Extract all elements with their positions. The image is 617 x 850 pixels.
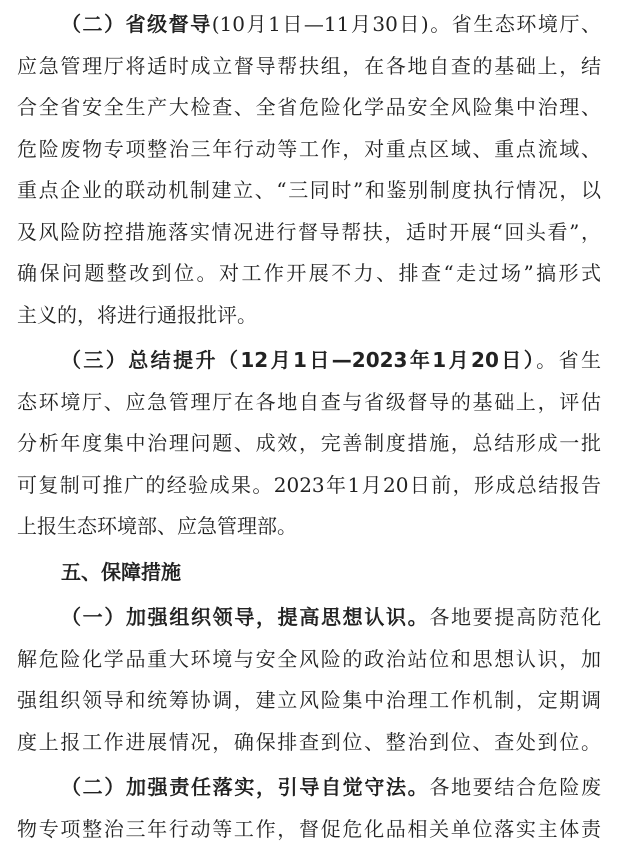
section-3-summary	[17, 340, 601, 548]
bold-heading-text: （三）总结提升（12月1日—2023年1月20日）	[61, 348, 536, 372]
body-text: 强组织领导和统筹协调，建立风险集中治理工作机制，定期调	[17, 688, 601, 712]
text-line	[17, 680, 601, 722]
text-line	[17, 767, 601, 809]
text-line	[17, 4, 601, 46]
section-2-provincial-supervision	[17, 4, 601, 336]
text-line	[17, 382, 601, 424]
text-line	[17, 87, 601, 129]
text-line	[17, 212, 601, 254]
body-text: 。省生	[536, 348, 601, 372]
body-text: 态环境厅、应急管理厅在各地自查与省级督导的基础上，评估	[17, 390, 601, 414]
text-line	[17, 46, 601, 88]
body-text: 危险废物专项整治三年行动等工作，对重点区域、重点流域、	[17, 137, 601, 161]
text-line	[17, 552, 601, 594]
body-text: 主义的，将进行通报批评。	[17, 303, 257, 327]
text-line	[17, 129, 601, 171]
body-text: 上报生态环境部、应急管理部。	[17, 514, 297, 538]
bold-heading-text: （一）加强组织领导，提高思想认识。	[61, 605, 429, 629]
body-text: 物专项整治三年行动等工作，督促危化品相关单位落实主体责	[17, 817, 601, 841]
text-line	[17, 506, 601, 548]
body-text: 分析年度集中治理问题、成效，完善制度措施，总结形成一批	[17, 431, 601, 455]
heading-5-safeguards	[17, 552, 601, 594]
body-text: 确保问题整改到位。对工作开展不力、排查“走过场”搞形式	[17, 261, 601, 285]
text-line	[17, 170, 601, 212]
text-line	[17, 722, 601, 764]
text-line	[17, 465, 601, 507]
body-text: 应急管理厅将适时成立督导帮扶组，在各地自查的基础上，结	[17, 54, 601, 78]
body-text: 各地要提高防范化	[429, 605, 601, 629]
body-text: 可复制可推广的经验成果。2023年1月20日前，形成总结报告	[17, 473, 601, 497]
body-text: 重点企业的联动机制建立、“三同时”和鉴别制度执行情况，以	[17, 178, 601, 202]
text-line	[17, 253, 601, 295]
text-line	[17, 597, 601, 639]
body-text: (10月1日—11月30日)。省生态环境厅、	[212, 12, 601, 36]
body-text: 各地要结合危险废	[429, 775, 601, 799]
bold-heading-text: 五、保障措施	[61, 560, 181, 584]
document-page	[17, 4, 601, 850]
bold-heading-text: （二）省级督导	[61, 12, 212, 36]
body-text: 解危险化学品重大环境与安全风险的政治站位和思想认识，加	[17, 647, 601, 671]
text-line	[17, 340, 601, 382]
text-line	[17, 809, 601, 850]
text-line	[17, 639, 601, 681]
bold-heading-text: （二）加强责任落实，引导自觉守法。	[61, 775, 429, 799]
body-text: 及风险防控措施落实情况进行督导帮扶，适时开展“回头看”，	[17, 220, 601, 244]
body-text: 度上报工作进展情况，确保排查到位、整治到位、查处到位。	[17, 730, 601, 754]
safeguard-2-responsibility	[17, 767, 601, 850]
text-line	[17, 423, 601, 465]
text-line	[17, 295, 601, 337]
body-text: 合全省安全生产大检查、全省危险化学品安全风险集中治理、	[17, 95, 601, 119]
safeguard-1-organization	[17, 597, 601, 763]
